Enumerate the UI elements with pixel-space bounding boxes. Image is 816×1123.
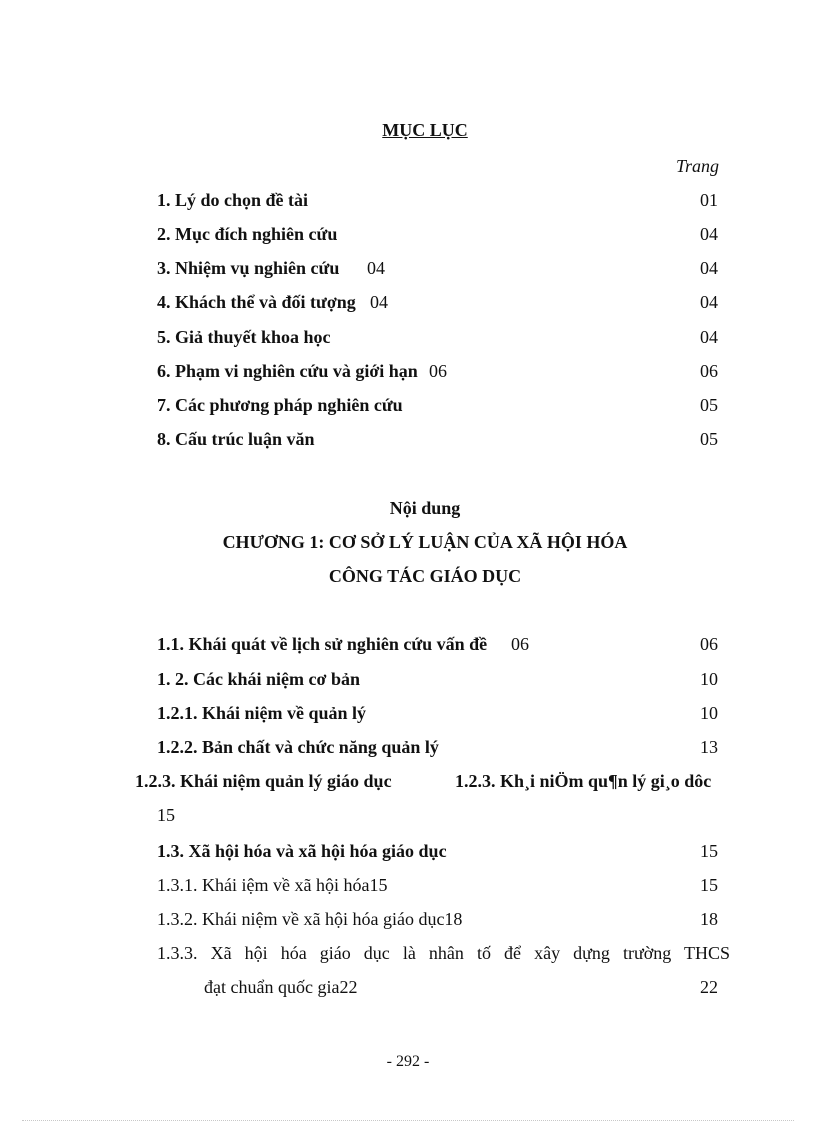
toc-page: 04 (700, 258, 718, 278)
footer-divider (22, 1120, 794, 1121)
toc-page: 10 (700, 669, 718, 689)
chapter-title-line1: CHƯƠNG 1: CƠ SỞ LÝ LUẬN CỦA XÃ HỘI HÓA (222, 532, 628, 552)
toc-page: 01 (700, 190, 718, 210)
toc-inline-page: 04 (370, 292, 388, 312)
toc-entry: 1.2.1. Khái niệm về quản lý (157, 703, 367, 723)
toc-entry: 8. Cấu trúc luận văn (157, 429, 315, 449)
toc-page: 15 (700, 841, 718, 861)
toc-entry-legacy-encoding: 1.2.3. Kh¸i niÖm qu¶n lý gi¸o dôc (455, 771, 712, 791)
toc-page: 05 (700, 429, 718, 449)
toc-inline-page: 04 (367, 258, 385, 278)
toc-page: 10 (700, 703, 718, 723)
toc-entry: 7. Các phương pháp nghiên cứu (157, 395, 403, 415)
content-heading: Nội dung (389, 498, 461, 518)
toc-entry: 6. Phạm vi nghiên cứu và giới hạn (157, 361, 418, 381)
toc-entry: 1.3.1. Khái iệm về xã hội hóa15 (157, 875, 388, 895)
toc-inline-page: 06 (429, 361, 447, 381)
toc-page: 13 (700, 737, 718, 757)
toc-entry-continuation: đạt chuẩn quốc gia22 (204, 977, 358, 997)
toc-entry: 1.2.3. Khái niệm quản lý giáo dục (135, 771, 392, 791)
chapter-title-line2: CÔNG TÁC GIÁO DỤC (328, 566, 522, 586)
toc-entry: 1.3.3. Xã hội hóa giáo dục là nhân tố để xây dựng trường THCS (157, 943, 730, 963)
toc-page: 04 (700, 327, 718, 347)
toc-entry: 1.2.2. Bản chất và chức năng quản lý (157, 737, 439, 757)
toc-inline-page: 06 (511, 634, 529, 654)
toc-page: 06 (700, 634, 718, 654)
toc-page: 06 (700, 361, 718, 381)
toc-page: 15 (157, 805, 175, 825)
toc-page: 15 (700, 875, 718, 895)
toc-entry: 1.3. Xã hội hóa và xã hội hóa giáo dục (157, 841, 447, 861)
toc-heading: MỤC LỤC (382, 120, 468, 140)
toc-entry: 5. Giả thuyết khoa học (157, 327, 331, 347)
toc-entry: 1.3.2. Khái niệm về xã hội hóa giáo dục18 (157, 909, 463, 929)
page-number: - 292 - (386, 1053, 430, 1070)
toc-entry: 3. Nhiệm vụ nghiên cứu (157, 258, 340, 278)
toc-page: 05 (700, 395, 718, 415)
toc-entry: 1.1. Khái quát về lịch sử nghiên cứu vấn đề (157, 634, 488, 654)
toc-entry: 1. Lý do chọn đề tài (157, 190, 309, 210)
toc-page: 22 (700, 977, 718, 997)
toc-entry: 2. Mục đích nghiên cứu (157, 224, 338, 244)
toc-entry: 1. 2. Các khái niệm cơ bản (157, 669, 360, 689)
toc-entry: 4. Khách thể và đối tượng (157, 292, 356, 312)
toc-page: 04 (700, 292, 718, 312)
toc-page: 18 (700, 909, 718, 929)
toc-page: 04 (700, 224, 718, 244)
page-column-label: Trang (676, 156, 720, 176)
